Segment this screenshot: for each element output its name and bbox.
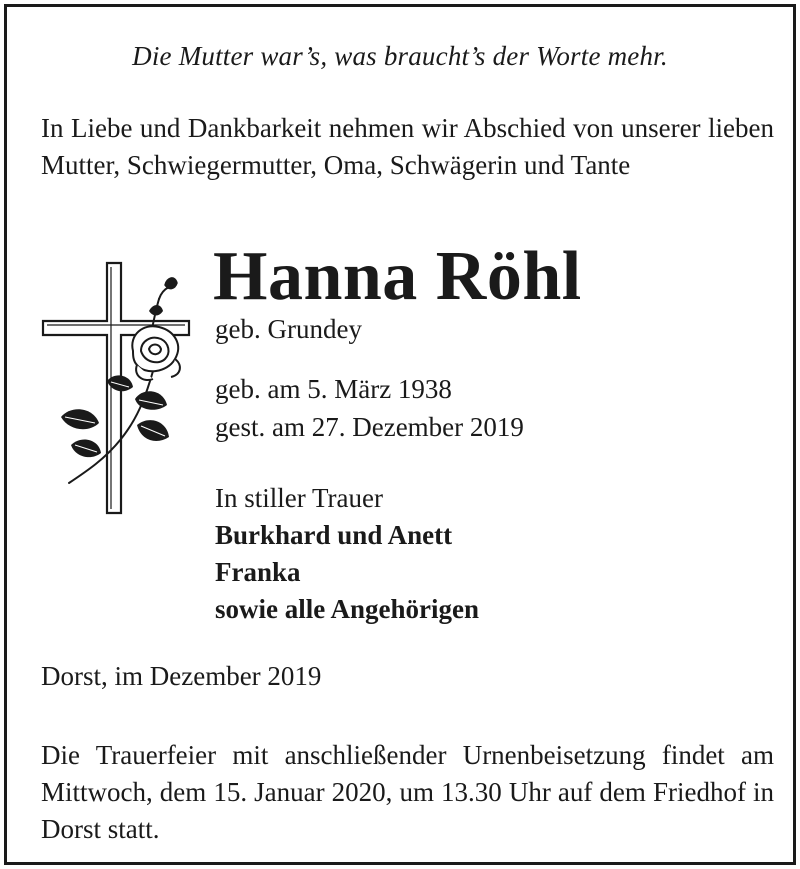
maiden-name: geb. Grundey bbox=[215, 314, 362, 344]
mourner-name: Burkhard und Anett bbox=[215, 520, 453, 550]
intro-text: In Liebe und Dankbarkeit nehmen wir Abschied von unserer lieben Mutter, Schwiegermutter, Oma, Schwägerin und Tante bbox=[41, 113, 774, 180]
mourners-intro: In stiller Trauer bbox=[215, 483, 383, 513]
funeral-note: Die Trauerfeier mit anschließender Urnenbeisetzung findet am Mittwoch, dem 15. Januar 2020, um 13.30 Uhr auf dem Friedhof in Dorst statt. bbox=[41, 740, 774, 844]
place-date: Dorst, im Dezember 2019 bbox=[41, 661, 322, 691]
motto: Die Mutter war’s, was braucht’s der Worte mehr. bbox=[132, 41, 668, 71]
deceased-name: Hanna Röhl bbox=[213, 238, 582, 315]
death-date: gest. am 27. Dezember 2019 bbox=[215, 412, 524, 442]
mourner-name: Franka bbox=[215, 557, 301, 587]
cross-with-rose-icon bbox=[41, 259, 201, 519]
notice-frame bbox=[4, 4, 796, 865]
birth-date: geb. am 5. März 1938 bbox=[215, 374, 452, 404]
mourner-name: sowie alle Angehörigen bbox=[215, 594, 479, 624]
